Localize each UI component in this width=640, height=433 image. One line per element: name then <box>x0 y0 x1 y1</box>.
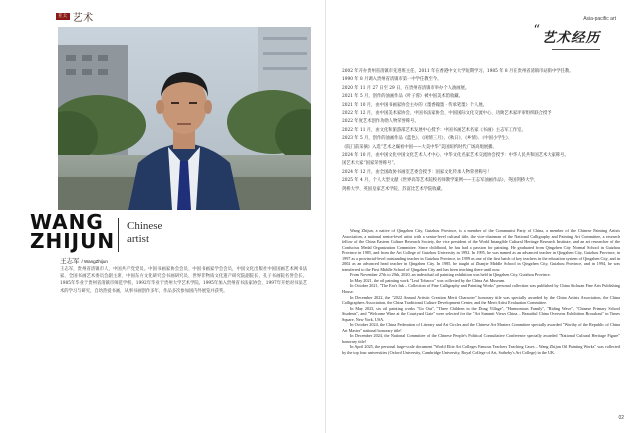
timeline-item: 2002 年开办贵州省清镇市先进班主任，2011 年在香港中文大学短期学习。1985 年 8 月在贵州省清镇市站街中学任教。 <box>342 69 574 74</box>
page-number: 02 <box>618 415 624 421</box>
artist-name-chinese <box>60 256 108 265</box>
artist-role-line-2: artist <box>127 233 149 245</box>
bio-en-paragraph: In October 2021, "The Era's Ink – Collection of Fine Calligraphy and Painting Works" personal collection was published by China Sichuan Fine Arts Publishing House. <box>342 283 620 295</box>
bio-en-paragraph: In April 2025, the personal large-scale document "World Elite Art Colleges Famous Teachers Teaching Cases – Wang Zhijun Oil Painting Works" was collected by the top four universities (Oxford University, Cambridge University, Royal College of Art, Sotheby's Art College) in the UK. <box>342 344 620 356</box>
masthead <box>56 10 94 23</box>
artist-role <box>127 220 162 246</box>
heading-underline <box>552 49 600 50</box>
bio-en-paragraph: In December 2022, the "2022 Annual Artistic Creation Merit Character" honorary title was specially awarded by the China Artists Association, the China Calligraphers Association, the China Traditional Culture Development Center, and the Merit Artist Evaluation Committee. <box>342 294 620 306</box>
timeline-item: 《院门前采摘》入选“艺术之巅看中国——大美中华”美国纽约时代广场高炮展播。 <box>342 144 497 150</box>
artist-name-english <box>30 210 116 253</box>
timeline-item: 2024 年 12 月，由全国政协书画室艺委会授予：国家文化传承人物荣誉称号！ <box>342 169 492 175</box>
masthead-title: 艺术 <box>72 13 94 24</box>
masthead-badge: 亚太 <box>58 13 68 19</box>
section-heading <box>533 23 600 46</box>
timeline-list <box>342 68 618 194</box>
bio-en-paragraph: In May 2023, six oil painting works "Go Out", "Three Children in the Dong Village", "Harmonious Family", "Riding Wave", "Chinese Primary School Students", and "Welcome Wine at the Courtyard Gate" were selected for the "Art Summit Views China – Beautiful China Overseas Exhibition Broadcast" in Times Square, New York, USA. <box>342 305 620 322</box>
bio-english <box>342 228 620 356</box>
timeline-item: 2021 年 5 月，创作的油画作品《叶子蓉》被中国美术馆收藏。 <box>342 94 463 100</box>
section-label: Asia-pacific art <box>583 16 616 22</box>
artist-name-line-1: WANG <box>30 210 104 234</box>
bio-en-paragraph: Wang Zhijun, a native of Qingzhen City, Guizhou Province, is a member of the Communist Party of China, a member of the Chinese Painting Artists Association, a national senior-level artist with a senior-level cultural title, the vice-chairman of the National Calligraphy and Painting Art Committee, a research fellow of the China Eastern Culture Research Society, the vice president of the World Intangible Cultural Heritage Research Institute, and an art researcher of the Confucius Medal Organization Committee. Since childhood, he has had a passion for painting. He graduated from Qingzhen City Normal School in Guizhou Province in 1985, and from the Art College of Guizhou University in 1992. In 1995, he was named as an advanced teacher in Qingzhen City, Guizhou Province, in 1997 as a provincial-level outstanding teacher in Guizhou Province, in 1999 as one of the first batch of key teachers in the education system of Qingzhen City, and in 2002 as an advanced head teacher in Qingzhen City. In 1985, he taught at Zhanjie Middle School in Qingzhen City, Guizhou Province, and in 1994, he was transferred to the First Middle School of Qingzhen City and has been teaching there until now. <box>342 228 620 272</box>
artist-name-pinyin: / WangZhijun <box>81 259 108 264</box>
heading-quote-mark: “ <box>533 23 540 38</box>
timeline-item: 剑桥大学、英国皇家艺术学院、苏富比艺术学院收藏。 <box>342 186 446 192</box>
timeline-item: 2021 年 10 月，由中国书画家协会主办的《墨香翰墨 · 传承笔墨》个人展。 <box>342 102 487 108</box>
timeline-item: 2023 年 5 月，创作的油画作品《蓝色》、《闲情三月》、《秋日》、《乡情》、《中国小学生》、 <box>342 136 513 142</box>
bio-en-paragraph: In October 2024, the China Federation of Literary and Art Circles and the Chinese Art Masters Committee specially awarded "Worthy of the Republic of China Art Master" national honorary title! <box>342 322 620 333</box>
timeline-item: 2024 年 10 月，由中国文化中国文化艺术人才中心、中华文化名家艺术交流协会授予：中华人民共和国艺术大家称号。 <box>342 153 569 159</box>
timeline-item: 1990 年 8 月调入贵州省清镇市第一中学任教至今。 <box>342 77 442 83</box>
name-divider <box>118 218 119 252</box>
timeline-item: 2022 年 12 月，由中国美术家协会、中国书法家协会、中国国际文化交流中心、功勋艺术家评审组织联合授予 <box>342 111 552 117</box>
timeline-item: 2022 年 11 月，由文化和旅游部艺术发展中心授予：中国书画艺术名家《书画》主志军工作室。 <box>342 127 526 133</box>
bio-en-paragraph: In May 2021, the oil painting work "Leaf Tobacco" was collected by the China Art Museum. <box>350 277 506 283</box>
timeline-item: 2022 年度艺术创作功勋人物荣誉称号。 <box>342 119 419 125</box>
artist-name-line-2: ZHIJUN <box>30 229 116 253</box>
bio-chinese: 王志军，贵州省清镇市人，中国共产党党员。中国书画家协会会员、中国书画家学会会员，中国文化出版社中国国画艺术网书法家、全国书画艺术委员会副主席、中国东方文化研究会书画研究员、世界非物质文化遗产研究院副院长、孔子书画院名誉会长。1985年毕业于贵州省清镇市师范学校，1992年毕业于贵州大学艺术学院。1995年加入贵州省书法家协会，1997年开始对书法艺术的学习与研究，自幼热爱书画，从事书画创作多年，作品多次参加国内外展览并获奖。 <box>60 267 307 294</box>
right-page <box>326 0 640 433</box>
timeline-item: 国艺术大家“国家荣誉称号”。 <box>342 161 398 167</box>
timeline-item: 2020 年 11 月 27 日至 29 日，在贵州省清镇市举办个人油画展。 <box>342 85 470 91</box>
heading-title: 艺术经历 <box>542 30 600 46</box>
artist-portrait-photo <box>58 27 311 210</box>
artist-role-line-1: Chinese <box>127 220 163 232</box>
timeline-item: 2025 年 4 月，个人大型文献《世界高等艺术院校名师教学案例——王志军油画作品》，英国剑桥大学、 <box>342 178 539 184</box>
bio-en-paragraph: In December 2024, the National Committee of the Chinese People's Political Consultative Conference specially awarded "National Cultural Heritage Figure" honorary title! <box>342 333 620 344</box>
bio-en-paragraph: From November 27th to 29th, 2020, an individual oil painting exhibition was held in Qingzhen City, Guizhou Province. <box>350 272 551 278</box>
artist-name-cn-text: 王志军 <box>60 257 80 265</box>
